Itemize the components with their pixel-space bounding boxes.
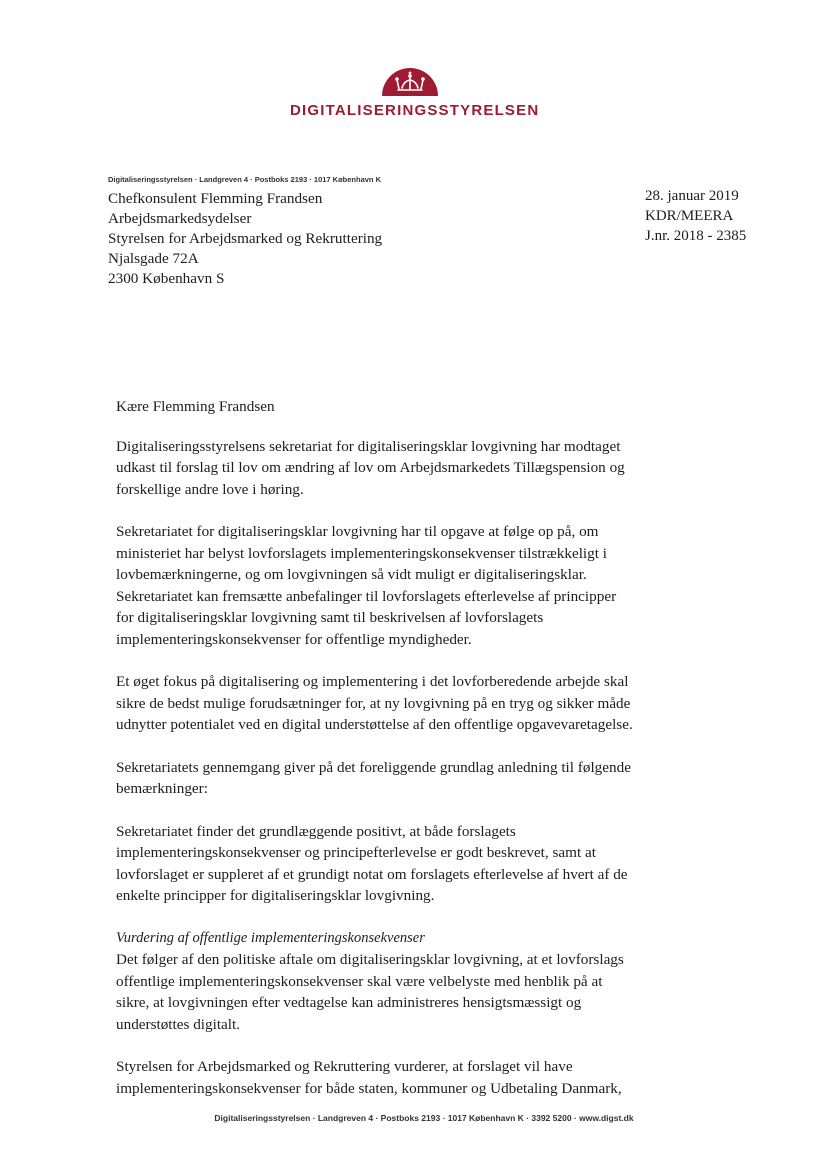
section-paragraph: Styrelsen for Arbejdsmarked og Rekruttering vurderer, at forslaget vil have implementeringskonsekvenser for både staten, kommuner og Udbetaling Danmark,	[116, 1058, 622, 1097]
sender-address-line: Digitaliseringsstyrelsen · Landgreven 4 · Postboks 2193 · 1017 København K	[108, 175, 382, 184]
letterhead-logo	[290, 64, 540, 119]
salutation: Kære Flemming Frandsen	[116, 398, 275, 415]
letter-meta	[645, 186, 746, 246]
footer-address: Digitaliseringsstyrelsen · Landgreven 4 · Postboks 2193 · 1017 København K · 3392 5200 · www.digst.dk	[214, 1113, 634, 1123]
body-paragraph: Sekretariatet for digitaliseringsklar lovgivning har til opgave at følge op på, om ministeriet har belyst lovforslagets implementeringskonsekvenser tilstrækkeligt i lovbemærkningerne, og om lovgivningen så vidt muligt er digitaliseringsklar. Sekretariatet kan fremsætte anbefalinger til lovforslagets efterlevelse af principper for digitaliseringsklar lovgivning samt til beskrivelsen af lovforslagets implementeringskonsekvenser for offentlige myndigheder.	[116, 523, 617, 648]
section-block	[116, 928, 636, 1036]
letter-date: 28. januar 2019	[645, 188, 739, 204]
section-heading: Vurdering af offentlige implementeringskonsekvenser	[116, 929, 425, 946]
body-paragraph: Sekretariatets gennemgang giver på det foreliggende grundlag anledning til følgende bemærkninger:	[116, 758, 631, 797]
journal-number: J.nr. 2018 - 2385	[645, 228, 747, 244]
body-paragraph: Digitaliseringsstyrelsens sekretariat for digitaliseringsklar lovgivning har modtaget udkast til forslag til lov om ændring af lov om Arbejdsmarkedets Tillægspension og forskellige andre love i høring.	[116, 437, 625, 498]
letter-body	[116, 396, 636, 1120]
recipient-department: Arbejdsmarkedsydelser	[108, 210, 252, 227]
recipient-agency: Styrelsen for Arbejdsmarked og Rekruttering	[108, 230, 383, 247]
org-name: DIGITALISERINGSSTYRELSEN	[290, 102, 540, 119]
recipient-address	[108, 189, 382, 289]
section-paragraph: Det følger af den politiske aftale om digitaliseringsklar lovgivning, at et lovforslags offentlige implementeringskonsekvenser skal være velbelyste med henblik på at sikre, at lovgivningen efter vedtagelse kan administreres hensigtsmæssigt og understøttes digitalt.	[116, 951, 624, 1033]
recipient-street: Njalsgade 72A	[108, 250, 199, 267]
body-paragraph: Sekretariatet finder det grundlæggende positivt, at både forslagets implementeringskonsekvenser og principefterlevelse er godt beskrevet, samt at lovforslaget er suppleret af et grundigt notat om forslagets efterlevelse af hvert af de enkelte principper for digitaliseringsklar lovgivning.	[116, 822, 628, 904]
letter-reference: KDR/MEERA	[645, 208, 734, 224]
recipient-name: Chefkonsulent Flemming Frandsen	[108, 190, 323, 207]
body-paragraph: Et øget fokus på digitalisering og implementering i det lovforberedende arbejde skal sikre de bedst mulige forudsætninger for, at ny lovgivning på en tryg og sikker måde udnytter potentialet ved en digital understøttelse af den offentlige opgavevaretagelse.	[116, 673, 633, 733]
crown-icon	[380, 64, 440, 98]
recipient-city: 2300 København S	[108, 270, 225, 287]
